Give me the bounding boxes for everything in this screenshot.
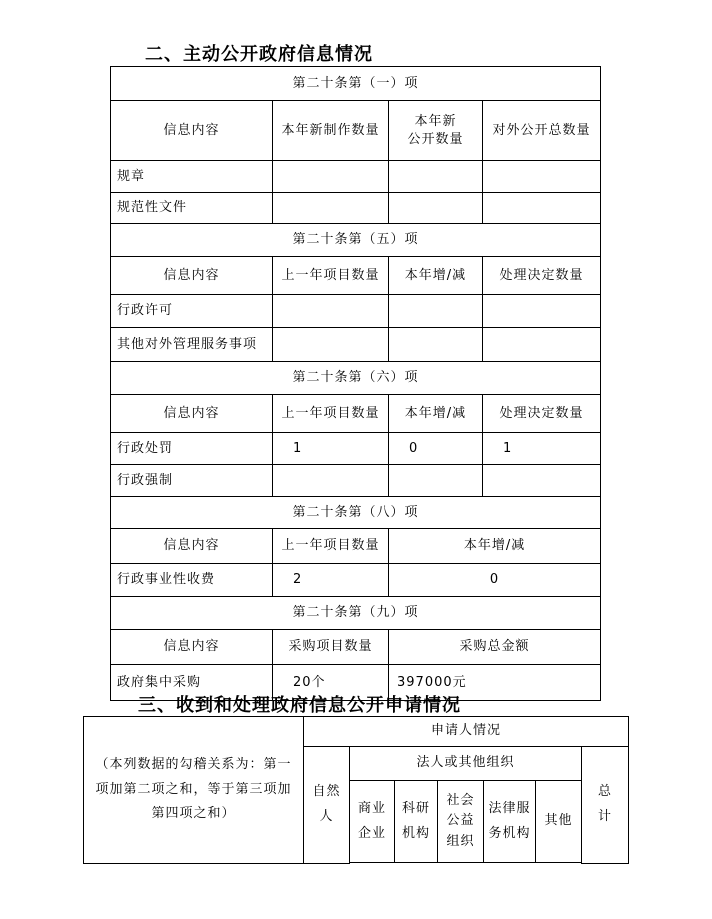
header-row: [111, 101, 601, 161]
cell-value: [273, 295, 389, 328]
header-content: 信息内容: [111, 395, 273, 433]
block-title-row: [111, 362, 601, 395]
table-row: [111, 193, 601, 224]
cell-value: [483, 161, 601, 193]
legal-entity-header: 法人或其他组织: [350, 747, 582, 781]
cell-value: [389, 161, 483, 193]
header-row: [111, 630, 601, 665]
natural-person-header: 自然 人: [304, 747, 350, 864]
header-procurement-amount: 采购总金额: [389, 630, 601, 665]
header-row: [111, 395, 601, 433]
block-title-row: [111, 224, 601, 257]
header-row: [111, 257, 601, 295]
header-row: [84, 717, 629, 747]
header-decision-count: 处理决定数量: [483, 395, 601, 433]
cell-value: [273, 193, 389, 224]
header-content: 信息内容: [111, 529, 273, 564]
cell-value: [273, 161, 389, 193]
row-label: 行政处罚: [111, 433, 273, 465]
header-change: 本年增/减: [389, 529, 601, 564]
header-change: 本年增/减: [389, 395, 483, 433]
header-content: 信息内容: [111, 257, 273, 295]
block-title-row: [111, 67, 601, 101]
cell-value: [483, 328, 601, 362]
cell-value: 397000元: [389, 665, 601, 701]
header-total-published: 对外公开总数量: [483, 101, 601, 161]
block-8-title: 第二十条第（八）项: [111, 497, 601, 529]
cell-value: 2: [273, 564, 389, 597]
header-prev-year-count: 上一年项目数量: [273, 395, 389, 433]
table-row: [111, 433, 601, 465]
header-decision-count: 处理决定数量: [483, 257, 601, 295]
row-label: 规章: [111, 161, 273, 193]
row-label: 行政事业性收费: [111, 564, 273, 597]
public-welfare-org-header: 社会 公益 组织: [438, 781, 484, 863]
relation-note: （本列数据的勾稽关系为：第一项加第二项之和，等于第三项加第四项之和）: [84, 717, 304, 864]
cell-value: [483, 295, 601, 328]
cell-value: 0: [389, 433, 483, 465]
row-label: 政府集中采购: [111, 665, 273, 701]
table-row: [111, 564, 601, 597]
cell-value: 20个: [273, 665, 389, 701]
legal-service-org-header: 法律服 务机构: [484, 781, 536, 863]
header-new-made: 本年新制作数量: [273, 101, 389, 161]
block-title-row: [111, 597, 601, 630]
header-change: 本年增/减: [389, 257, 483, 295]
cell-value: 1: [273, 433, 389, 465]
cell-value: 1: [483, 433, 601, 465]
row-label: 行政强制: [111, 465, 273, 497]
total-header: 总 计: [582, 747, 629, 864]
row-label: 其他对外管理服务事项: [111, 328, 273, 362]
block-title-row: [111, 497, 601, 529]
cell-value: [389, 193, 483, 224]
section-2-title: 二、主动公开政府信息情况: [145, 44, 373, 65]
cell-value: [273, 465, 389, 497]
row-label: 规范性文件: [111, 193, 273, 224]
table-row: [111, 295, 601, 328]
cell-value: [389, 328, 483, 362]
table-row: [111, 465, 601, 497]
commercial-enterprise-header: 商业 企业: [350, 781, 395, 863]
row-label: 行政许可: [111, 295, 273, 328]
header-prev-year-count: 上一年项目数量: [273, 529, 389, 564]
cell-value: [483, 465, 601, 497]
block-9-title: 第二十条第（九）项: [111, 597, 601, 630]
header-new-published: 本年新 公开数量: [389, 101, 483, 161]
header-procurement-count: 采购项目数量: [273, 630, 389, 665]
table-row: [111, 328, 601, 362]
applicant-header: 申请人情况: [304, 717, 629, 747]
cell-value: [273, 328, 389, 362]
header-content: 信息内容: [111, 101, 273, 161]
cell-value: [389, 465, 483, 497]
other-header: 其他: [536, 781, 582, 863]
cell-value: [483, 193, 601, 224]
block-6-title: 第二十条第（六）项: [111, 362, 601, 395]
header-content: 信息内容: [111, 630, 273, 665]
research-institution-header: 科研 机构: [395, 781, 438, 863]
header-row: [111, 529, 601, 564]
table-row: [111, 161, 601, 193]
application-table: [83, 716, 629, 864]
cell-value: [389, 295, 483, 328]
block-5-title: 第二十条第（五）项: [111, 224, 601, 257]
block-1-title: 第二十条第（一）项: [111, 67, 601, 101]
cell-value: 0: [389, 564, 601, 597]
section-3-title: 三、收到和处理政府信息公开申请情况: [138, 695, 461, 716]
header-prev-year-count: 上一年项目数量: [273, 257, 389, 295]
proactive-disclosure-table: [110, 66, 601, 701]
